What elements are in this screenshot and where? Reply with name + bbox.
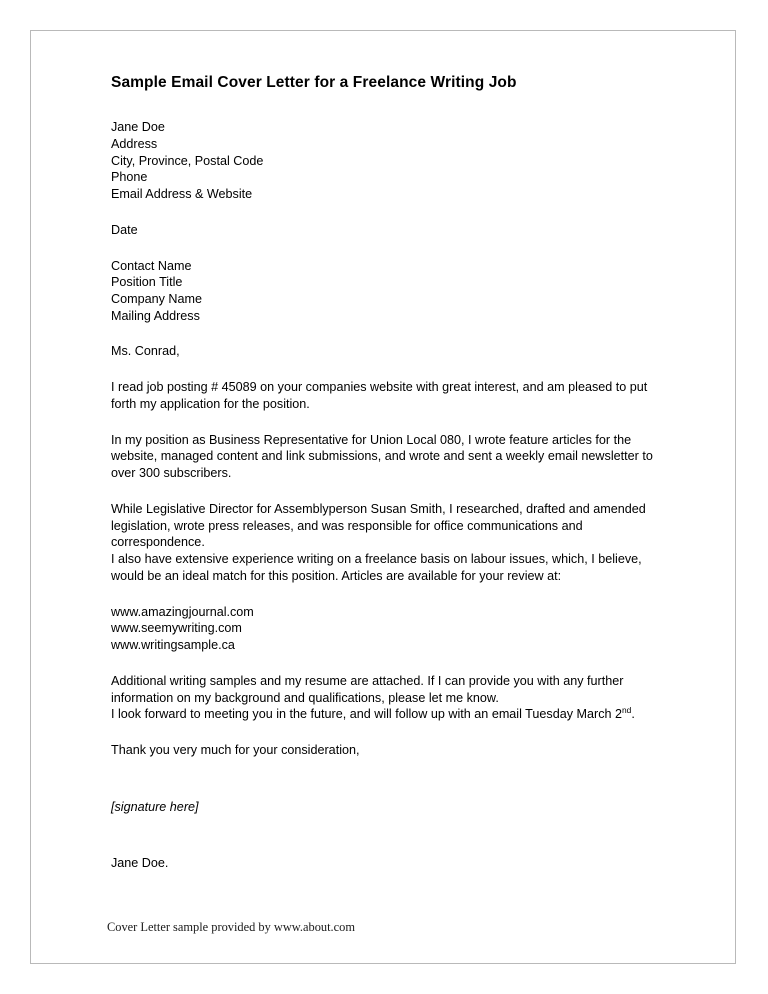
- ordinal-suffix: nd: [622, 705, 632, 716]
- salutation: Ms. Conrad,: [111, 344, 180, 359]
- document-page: [30, 30, 736, 964]
- letter-body: [111, 73, 671, 872]
- spacer-2: [111, 834, 671, 855]
- signature-placeholder: [signature here]: [111, 799, 199, 814]
- article-links-list: www.amazingjournal.com www.seemywriting.com www.writingsample.ca: [111, 604, 254, 653]
- paragraph-group-legislative: [111, 501, 671, 585]
- paragraph-experience-union: In my position as Business Representative for Union Local 080, I wrote feature articles for the website, managed content and link submissions, and wrote and sent a weekly email newsletter to over 300 subscribers.: [111, 432, 653, 481]
- date-line: Date: [111, 222, 138, 237]
- recipient-address-block: Contact Name Position Title Company Name Mailing Address: [111, 258, 202, 323]
- page-title: Sample Email Cover Letter for a Freelance Writing Job: [111, 74, 517, 91]
- paragraph-followup: [111, 706, 671, 723]
- paragraph-freelance: I also have extensive experience writing on a freelance basis on labour issues, which, I believe, would be an ideal match for this position. Articles are available for your review at:: [111, 552, 642, 583]
- spacer: [111, 778, 671, 799]
- footer-credit: Cover Letter sample provided by www.about.com: [107, 920, 355, 934]
- sender-name: Jane Doe.: [111, 856, 169, 871]
- paragraph-opening: I read job posting # 45089 on your companies website with great interest, and am pleased to put forth my application for the position.: [111, 380, 648, 411]
- followup-text: I look forward to meeting you in the future, and will follow up with an email Tuesday March 2: [111, 707, 623, 722]
- thank-you-line: Thank you very much for your consideration,: [111, 742, 360, 757]
- sender-address-block: Jane Doe Address City, Province, Postal Code Phone Email Address & Website: [111, 120, 264, 202]
- paragraph-experience-legislative: While Legislative Director for Assemblyperson Susan Smith, I researched, drafted and amended legislation, wrote press releases, and was responsible for office communications and correspondence.: [111, 501, 646, 550]
- followup-period: .: [631, 707, 635, 722]
- paragraph-group-closing: [111, 673, 671, 723]
- paragraph-attachments: Additional writing samples and my resume are attached. If I can provide you with any further information on my background and qualifications, please let me know.: [111, 673, 624, 705]
